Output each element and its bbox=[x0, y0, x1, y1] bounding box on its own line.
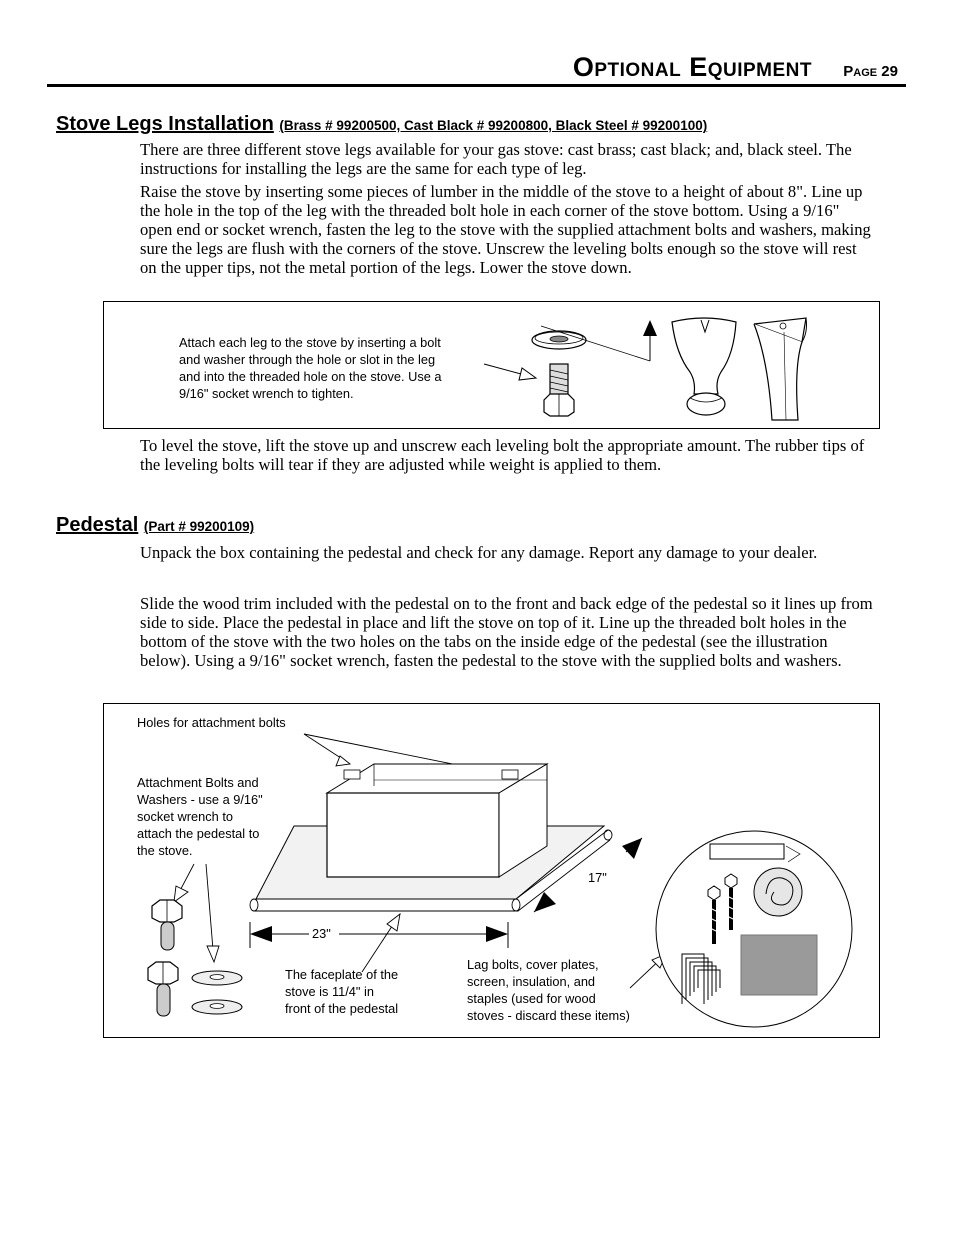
pointer-arrow-icon bbox=[484, 364, 536, 380]
stove-legs-title: Stove Legs Installation bbox=[56, 113, 274, 135]
bolts-label-line: Attachment Bolts and bbox=[137, 775, 259, 790]
faceplate-label-line: stove is 11/4" in bbox=[285, 984, 374, 999]
hex-bolt-icon bbox=[152, 900, 182, 950]
stove-legs-instructions: Raise the stove by inserting some pieces of lumber in the middle of the stove to a height of about 8". Line up the hole in the top of the leg with the threaded bolt hole in each corner of the stove bottom. Using a 9/16" open end or socket wrench, fasten the leg to the stove with the supplied attachment bolts and washers, making sure the legs are flush with the corners of the stove. Unscrew the leveling bolts enough so the stove will rest on the upper tips, not the metal portion of the legs. Lower the stove down. bbox=[140, 182, 871, 277]
washer-icon bbox=[192, 1000, 242, 1014]
pedestal-figure bbox=[103, 703, 880, 1038]
steel-leg-icon bbox=[754, 318, 807, 420]
bolts-label-line: socket wrench to bbox=[137, 809, 234, 824]
pedestal-title: Pedestal bbox=[56, 514, 139, 536]
width-dimension-arrows bbox=[250, 922, 508, 948]
leg-caption-line: and into the threaded hole on the stove. Use a bbox=[179, 369, 442, 384]
depth-dimension-label: 17" bbox=[588, 870, 607, 885]
stove-legs-heading bbox=[56, 113, 707, 136]
faceplate-label-line: The faceplate of the bbox=[285, 967, 399, 982]
insulation-roll-icon bbox=[754, 868, 802, 916]
discard-label-line: staples (used for wood bbox=[467, 991, 596, 1006]
discard-label-line: stoves - discard these items) bbox=[467, 1008, 630, 1023]
bolts-label-line: the stove. bbox=[137, 843, 193, 858]
pedestal-unpack-instructions: Unpack the box containing the pedestal and check for any damage. Report any damage to your dealer. bbox=[140, 543, 818, 562]
faceplate-label-line: front of the pedestal bbox=[285, 1001, 399, 1016]
bolts-label-line: attach the pedestal to bbox=[137, 826, 260, 841]
width-dimension-label: 23" bbox=[312, 926, 331, 941]
page-number: Page 29 bbox=[843, 63, 898, 80]
discard-label-line: Lag bolts, cover plates, bbox=[467, 957, 599, 972]
holes-label: Holes for attachment bolts bbox=[137, 715, 286, 730]
faceplate-pointer-arrow bbox=[362, 914, 400, 972]
header-rule bbox=[47, 84, 906, 87]
cover-plate-icon bbox=[741, 935, 817, 995]
cast-leg-icon bbox=[672, 318, 736, 415]
pedestal-install-instructions: Slide the wood trim included with the pedestal on to the front and back edge of the pedestal so it lines up from side to side. Place the pedestal in place and lift the stove on top of it. Line up the threaded bolt holes in the bottom of the stove with the two holes on the tabs on the inside edge of the pedestal (see the illustration below). Using a 9/16" socket wrench, fasten the pedestal to the stove with the supplied bolts and washers. bbox=[140, 594, 873, 670]
bolts-label bbox=[137, 774, 263, 859]
faceplate-label bbox=[285, 966, 398, 1017]
discard-items-label bbox=[467, 956, 630, 1024]
leg-caption-line: 9/16" socket wrench to tighten. bbox=[179, 386, 354, 401]
discard-label-line: screen, insulation, and bbox=[467, 974, 596, 989]
pedestal-part-number: (Part # 99200109) bbox=[143, 519, 255, 534]
pedestal-heading bbox=[56, 514, 254, 537]
leveling-instructions: To level the stove, lift the stove up and unscrew each leveling bolt the appropriate amount. The rubber tips of the leveling bolts will tear if they are adjusted while weight is applied to them. bbox=[140, 436, 865, 474]
discard-items-icon bbox=[656, 831, 852, 1027]
section-title: Optional Equipment bbox=[572, 52, 812, 82]
pedestal-box-icon bbox=[327, 764, 547, 877]
stove-legs-part-numbers: (Brass # 99200500, Cast Black # 99200800, Black Steel # 99200100) bbox=[279, 118, 708, 133]
leg-caption-line: Attach each leg to the stove by inserting a bolt bbox=[179, 335, 441, 350]
bolt-icon bbox=[544, 364, 574, 416]
leg-figure bbox=[103, 301, 880, 429]
bolts-label-line: Washers - use a 9/16" bbox=[137, 792, 263, 807]
stove-legs-intro: There are three different stove legs available for your gas stove: cast brass; cast black; and, black steel. The instructions for installing the legs are the same for each type of leg. bbox=[140, 140, 852, 178]
hex-bolt-icon bbox=[148, 962, 178, 1016]
washer-icon bbox=[192, 971, 242, 985]
leg-caption-line: and washer through the hole or slot in the leg bbox=[179, 352, 436, 367]
leg-figure-drawing bbox=[104, 302, 879, 428]
washer-icon bbox=[532, 331, 586, 349]
